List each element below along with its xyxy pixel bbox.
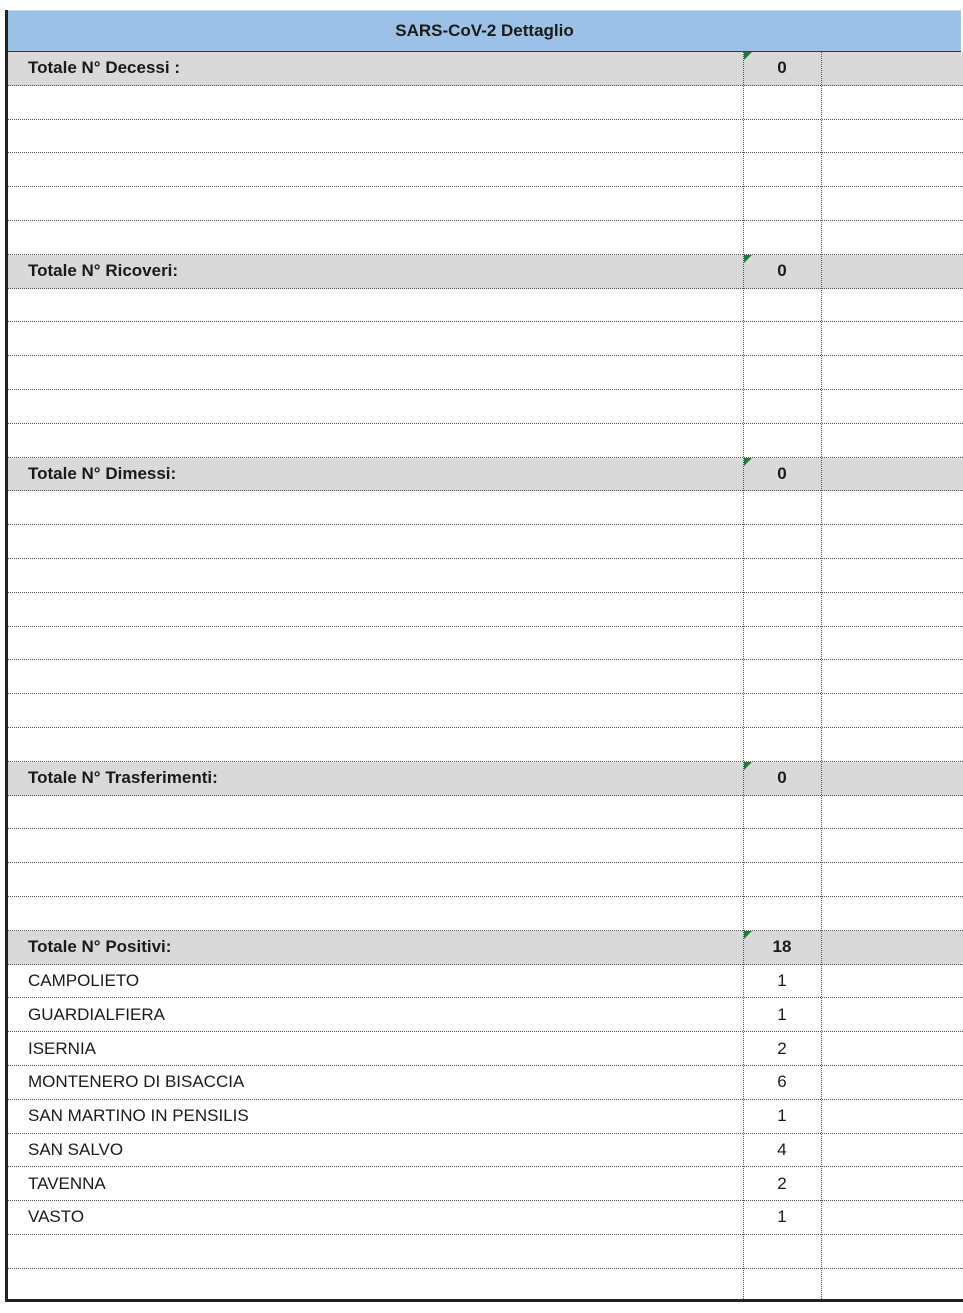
row-label[interactable]: SAN SALVO bbox=[28, 1139, 124, 1159]
table-body bbox=[8, 52, 963, 1302]
section-label[interactable]: Totale N° Positivi: bbox=[28, 937, 172, 957]
table-row[interactable] bbox=[8, 491, 963, 525]
table-row[interactable] bbox=[8, 1167, 963, 1201]
row-value[interactable] bbox=[743, 863, 821, 896]
section-header-row[interactable] bbox=[8, 762, 963, 796]
table-row[interactable] bbox=[8, 424, 963, 458]
table-row[interactable] bbox=[8, 829, 963, 863]
table-row[interactable] bbox=[8, 1032, 963, 1066]
section-label[interactable]: Totale N° Trasferimenti: bbox=[28, 768, 218, 788]
row-value[interactable]: 2 bbox=[777, 1173, 787, 1193]
row-value[interactable]: 1 bbox=[777, 1207, 787, 1227]
row-value[interactable]: 1 bbox=[777, 1106, 787, 1126]
table-row[interactable] bbox=[8, 728, 963, 762]
table-row[interactable] bbox=[8, 796, 963, 830]
section-total[interactable]: 0 bbox=[743, 255, 821, 288]
section-total[interactable]: 0 bbox=[743, 52, 821, 85]
row-label[interactable]: VASTO bbox=[28, 1207, 85, 1227]
row-value[interactable] bbox=[743, 1235, 821, 1268]
table-row[interactable] bbox=[8, 525, 963, 559]
table-row[interactable] bbox=[8, 120, 963, 154]
row-value[interactable] bbox=[743, 221, 821, 254]
row-value[interactable]: 2 bbox=[777, 1038, 787, 1058]
table-row[interactable] bbox=[8, 1235, 963, 1269]
row-value[interactable] bbox=[743, 322, 821, 355]
bottom-border bbox=[5, 1299, 963, 1302]
row-label[interactable]: MONTENERO DI BISACCIA bbox=[28, 1072, 245, 1092]
row-value[interactable]: 1 bbox=[777, 1004, 787, 1024]
error-indicator-icon bbox=[744, 52, 752, 60]
row-label[interactable]: SAN MARTINO IN PENSILIS bbox=[28, 1106, 249, 1126]
row-value[interactable] bbox=[743, 289, 821, 322]
table-row[interactable] bbox=[8, 559, 963, 593]
table-row[interactable] bbox=[8, 1100, 963, 1134]
table-row[interactable] bbox=[8, 694, 963, 728]
row-value[interactable] bbox=[743, 390, 821, 423]
column-divider bbox=[743, 52, 744, 1299]
sheet-title: SARS-CoV-2 Dettaglio bbox=[8, 10, 961, 53]
row-value[interactable] bbox=[743, 660, 821, 693]
table-row[interactable] bbox=[8, 593, 963, 627]
table-row[interactable] bbox=[8, 965, 963, 999]
left-border bbox=[5, 10, 8, 1302]
row-value[interactable] bbox=[743, 525, 821, 558]
row-value[interactable] bbox=[743, 153, 821, 186]
row-value[interactable] bbox=[743, 627, 821, 660]
table-row[interactable] bbox=[8, 863, 963, 897]
row-label[interactable]: TAVENNA bbox=[28, 1173, 106, 1193]
table-row[interactable] bbox=[8, 289, 963, 323]
section-label[interactable]: Totale N° Dimessi: bbox=[28, 463, 177, 483]
section-label[interactable]: Totale N° Ricoveri: bbox=[28, 261, 179, 281]
row-value[interactable] bbox=[743, 424, 821, 457]
error-indicator-icon bbox=[744, 458, 752, 466]
table-row[interactable] bbox=[8, 390, 963, 424]
error-indicator-icon bbox=[744, 762, 752, 770]
row-value[interactable] bbox=[743, 187, 821, 220]
row-value[interactable] bbox=[743, 356, 821, 389]
section-total[interactable]: 0 bbox=[743, 458, 821, 491]
row-label[interactable]: CAMPOLIETO bbox=[28, 970, 140, 990]
table-row[interactable] bbox=[8, 221, 963, 255]
row-value[interactable] bbox=[743, 694, 821, 727]
table-row[interactable] bbox=[8, 187, 963, 221]
table-row[interactable] bbox=[8, 660, 963, 694]
row-value[interactable] bbox=[743, 491, 821, 524]
table-row[interactable] bbox=[8, 356, 963, 390]
table-row[interactable] bbox=[8, 627, 963, 661]
row-value[interactable]: 1 bbox=[777, 970, 787, 990]
table-row[interactable] bbox=[8, 1066, 963, 1100]
row-value[interactable] bbox=[743, 120, 821, 153]
row-value[interactable]: 4 bbox=[777, 1139, 787, 1159]
row-value[interactable]: 6 bbox=[777, 1072, 787, 1092]
row-value[interactable] bbox=[743, 559, 821, 592]
error-indicator-icon bbox=[744, 931, 752, 939]
table-row[interactable] bbox=[8, 1269, 963, 1303]
row-label[interactable]: GUARDIALFIERA bbox=[28, 1004, 165, 1024]
section-label[interactable]: Totale N° Decessi : bbox=[28, 58, 180, 78]
error-indicator-icon bbox=[744, 255, 752, 263]
table-row[interactable] bbox=[8, 998, 963, 1032]
row-value[interactable] bbox=[743, 897, 821, 930]
row-value[interactable] bbox=[743, 593, 821, 626]
section-header-row[interactable] bbox=[8, 52, 963, 86]
section-header-row[interactable] bbox=[8, 255, 963, 289]
table-row[interactable] bbox=[8, 1134, 963, 1168]
row-value[interactable] bbox=[743, 728, 821, 761]
column-divider bbox=[821, 52, 822, 1299]
section-total[interactable]: 0 bbox=[743, 762, 821, 795]
row-label[interactable]: ISERNIA bbox=[28, 1038, 97, 1058]
section-header-row[interactable] bbox=[8, 931, 963, 965]
row-value[interactable] bbox=[743, 1269, 821, 1302]
table-row[interactable] bbox=[8, 86, 963, 120]
row-value[interactable] bbox=[743, 796, 821, 829]
row-value[interactable] bbox=[743, 86, 821, 119]
table-row[interactable] bbox=[8, 153, 963, 187]
section-total[interactable]: 18 bbox=[743, 931, 821, 964]
table-row[interactable] bbox=[8, 897, 963, 931]
table-row[interactable] bbox=[8, 1201, 963, 1235]
section-header-row[interactable] bbox=[8, 458, 963, 492]
table-row[interactable] bbox=[8, 322, 963, 356]
row-value[interactable] bbox=[743, 829, 821, 862]
